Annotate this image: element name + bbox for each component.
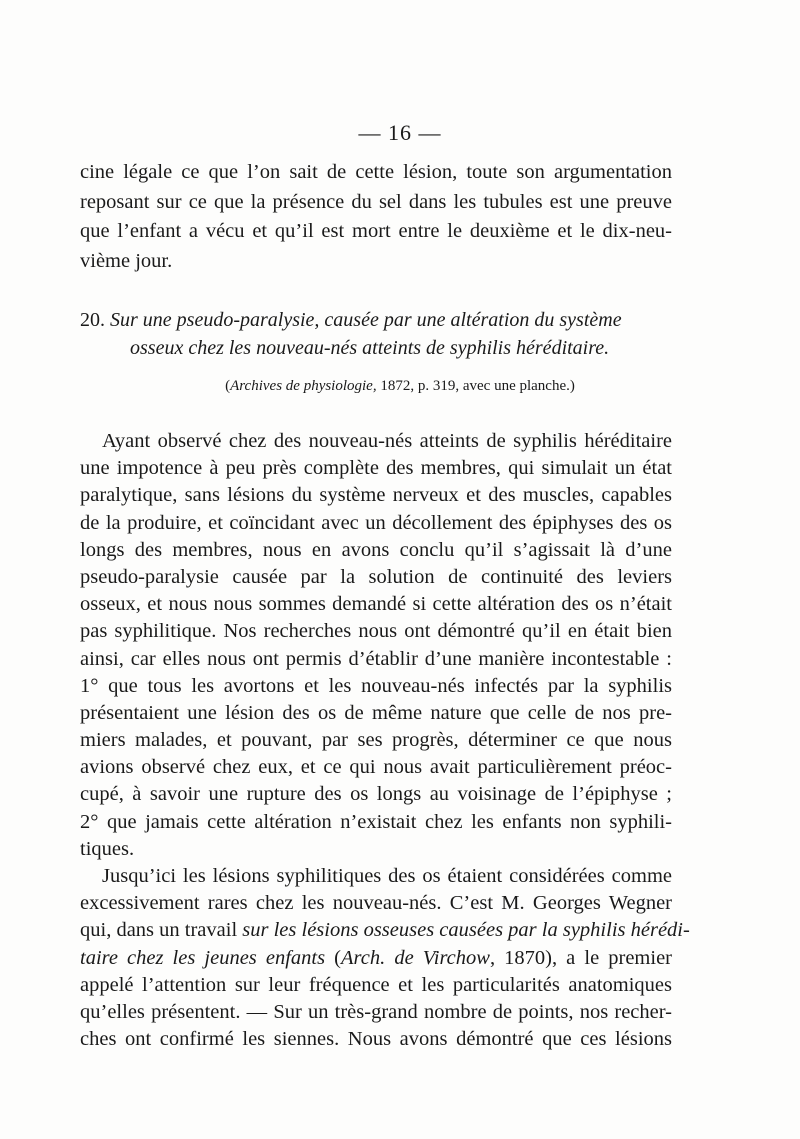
item-number: 20.	[80, 309, 105, 331]
citation-details: 1872, p. 319, avec une planche.)	[380, 378, 575, 394]
citation-journal: Archives de physiologie,	[230, 378, 377, 394]
text-line: tiques.	[80, 837, 135, 860]
text-line: reposant sur ce que la présence du sel dans les tubules est une preuve	[80, 190, 672, 213]
text-line: osseux, et nous nous sommes demandé si cette altération des os n’était	[80, 593, 672, 616]
text-line: 2° que jamais cette altération n’existait chez les enfants non syphili-	[80, 810, 672, 833]
text-line	[80, 945, 672, 972]
paragraph-continuation	[80, 158, 672, 276]
text-line: qu’elles présentent. — Sur un très-grand nombre de points, nos recher-	[80, 1000, 672, 1023]
text-line: paralytique, sans lésions du système nerveux et des muscles, capables	[80, 484, 672, 507]
text-line: excessivement rares chez les nouveau-nés. C’est M. Georges Wegner	[80, 892, 672, 915]
text-line: longs des membres, nous en avons conclu qu’il s’agissait là d’une	[80, 538, 672, 561]
text-line: vième jour.	[80, 249, 173, 272]
page-number: — 16 —	[358, 120, 442, 145]
citation-open-paren: (	[225, 378, 231, 394]
text-line: que l’enfant a vécu et qu’il est mort entre le deuxième et le dix-neu-	[80, 220, 672, 242]
source-citation	[0, 378, 800, 395]
text-line: présentaient une lésion des os de même nature que celle de nos pre-	[80, 701, 672, 724]
text-line: ainsi, car elles nous ont permis d’établir d’une manière incontestable :	[80, 647, 672, 670]
item-title-line2: osseux chez les nouveau-nés atteints de syphilis héréditaire.	[130, 337, 610, 359]
text-line	[80, 917, 690, 944]
text-line: avions observé chez eux, et ce qui nous avait particulièrement préoc-	[80, 756, 672, 779]
text-line: pseudo-paralysie causée par la solution de continuité des leviers	[80, 565, 672, 588]
text-line: de la produire, et coïncidant avec un décollement des épiphyses des os	[80, 511, 672, 534]
item-title-line1: Sur une pseudo-paralysie, causée par une altération du système	[110, 309, 622, 331]
text-line: Jusqu’ici les lésions syphilitiques des os étaient considérées comme	[102, 865, 672, 887]
main-paragraph	[80, 428, 690, 1053]
text-run: qui, dans un travail	[80, 919, 243, 942]
text-line: Ayant observé chez des nouveau-nés atteints de syphilis héréditaire	[102, 430, 672, 452]
italic-run: sur les lésions osseuses causées par la syphilis hérédi-	[242, 919, 690, 942]
text-line: ches ont confirmé les siennes. Nous avons démontré que ces lésions	[80, 1028, 672, 1051]
italic-run: Arch. de Virchow	[341, 946, 490, 969]
text-line: miers malades, et pouvant, par ses progrès, déterminer ce que nous	[80, 729, 672, 752]
text-line: cupé, à savoir une rupture des os longs au voisinage de l’épiphyse ;	[80, 783, 672, 806]
text-line: 1° que tous les avortons et les nouveau-nés infectés par la syphilis	[80, 674, 672, 697]
text-run: (	[325, 946, 342, 969]
text-line: appelé l’attention sur leur fréquence et les particularités anatomiques	[80, 973, 672, 996]
text-line: cine légale ce que l’on sait de cette lésion, toute son argumentation	[80, 161, 672, 183]
text-line: pas syphilitique. Nos recherches nous ont démontré qu’il en était bien	[80, 620, 672, 643]
item-heading	[80, 306, 680, 362]
italic-run: taire chez les jeunes enfants	[80, 946, 326, 969]
text-line: une impotence à peu près complète des membres, qui simulait un état	[80, 457, 672, 480]
text-run: , 1870), a le premier	[489, 946, 672, 969]
